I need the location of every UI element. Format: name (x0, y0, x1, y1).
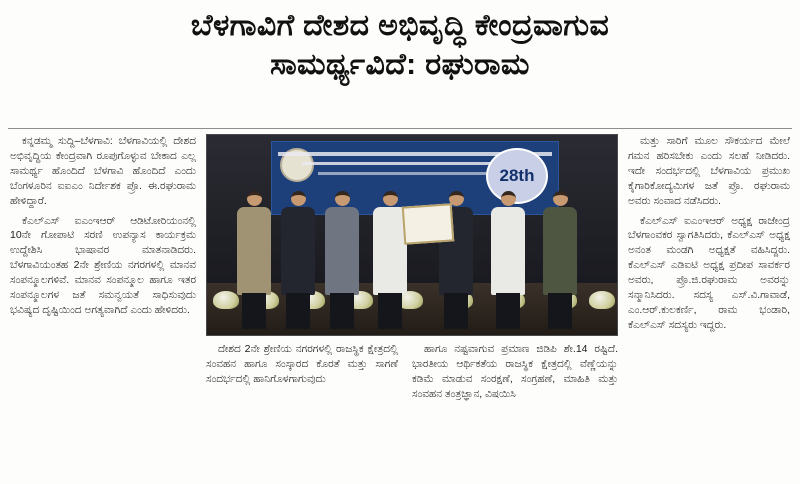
person-figure (325, 191, 359, 295)
person-legs (286, 293, 310, 329)
person-legs (330, 293, 354, 329)
column-middle-left (206, 342, 398, 392)
paragraph: ಕೆಎಲ್‌ಎಸ್ ಐಎಂಇಆರ್ ಅಧ್ಯಕ್ಷ ರಾಜೇಂದ್ರ ಬೆಳಗಾಂವಕರ ಸ್ವಾಗತಿಸಿದರು, ಕೆಎಲ್‌ಎಸ್ ಅಧ್ಯಕ್ಷ ಅನಂತ ಮಂಡಗಿ ಅಧ್ಯಕ್ಷತೆ ವಹಿಸಿದ್ದರು. ಕೆಎಲ್‌ಎಸ್ ಎಡಿಐಟಿ ಅಧ್ಯಕ್ಷ ಪ್ರದೀಪ ಸಾವರ್ಕರ ಅವರು, ಪ್ರೊ.ಜಿ.ರಘುರಾಮ ಅವರನ್ನು ಸನ್ಮಾನಿಸಿದರು. ಸದಸ್ಯ ಎಸ್.ವಿ.ಗಾವಾಡೆ, ಎಂ.ಆರ್.ಕುಲಕರ್ಣಿ, ರಾಮ ಭಂಡಾರಿ, ಕೆಎಲ್‌ಎಸ್ ಸದಸ್ಯರು ಇದ್ದರು. (628, 214, 790, 331)
flower-icon (213, 291, 239, 309)
person-figure (281, 191, 315, 295)
person-head (291, 191, 306, 206)
person-figure (543, 191, 577, 295)
person-head (247, 191, 262, 206)
flower-icon (589, 291, 615, 309)
headline-line-2: ಸಾಮರ್ಥ್ಯವಿದೆ: ರಘುರಾಮ (270, 48, 530, 82)
column-middle-right (412, 342, 618, 407)
person-legs (242, 293, 266, 329)
person-head (501, 191, 516, 206)
headline-divider (8, 128, 792, 129)
paragraph: ಮತ್ತು ಸಾರಿಗೆ ಮೂಲ ಸೌಕರ್ಯದ ಮೇಲೆ ಗಮನ ಹರಿಸಬೇಕು ಎಂದು ಸಲಹೆ ನೀಡಿದರು. ಇದೇ ಸಂದರ್ಭದಲ್ಲಿ ಬೆಳಗಾವಿಯ ಪ್ರಮುಖ ಕೈಗಾರಿಕೋದ್ಯಮಿಗಳ ಜತೆ ಪ್ರೊ. ರಘುರಾಮ ಅವರು ಸಂವಾದ ನಡೆಸಿದರು. (628, 135, 790, 207)
certificate-frame (402, 203, 455, 244)
person-legs (548, 293, 572, 329)
column-right (628, 134, 790, 338)
person-head (553, 191, 568, 206)
person-figure (491, 191, 525, 295)
event-edition-badge: 28th (486, 148, 548, 204)
person-body (543, 207, 577, 295)
paragraph: ದೇಶದ 2ನೇ ಶ್ರೇಣಿಯ ನಗರಗಳಲ್ಲಿ ರಾಜಸ್ಥಿಕ ಕ್ಷೇತ್ರದಲ್ಲಿ ಸಂವಹನ ಹಾಗೂ ಸಂಸ್ಕಾರದ ಕೊರತೆ ಮತ್ತು ಸಾಗಣೆ ಸಂದರ್ಭದಲ್ಲಿ ಹಾನಿಗೊಳಗಾಗುವುದು (206, 343, 398, 385)
article-photo (206, 134, 618, 336)
person-figure (237, 191, 271, 295)
person-head (383, 191, 398, 206)
paragraph: ಕೆಎಲ್‌ಎಸ್ ಐಎಂಇಆರ್ ಆಡಿಟೋರಿಯಂನಲ್ಲಿ 10ನೇ ಗೋಪಾಟಿ ಸರಣಿ ಉಪನ್ಯಾಸ ಕಾರ್ಯಕ್ರಮ ಉದ್ದೇಶಿಸಿ ಭಾಷಾವರ ಮಾತನಾಡಿದರು. ಬೆಳಗಾವಿಯಂತಹ 2ನೇ ಶ್ರೇಣಿಯ ನಗರಗಳಲ್ಲಿ ಮಾನವ ಸಂಪನ್ಮೂಲಗಳಿವೆ. ಮಾನವ ಸಂಪನ್ಮೂಲ ಹಾಗೂ ಇತರ ಸಂಪನ್ಮೂಲಗಳ ಜತೆ ಸಮನ್ವಯತೆ ಸಾಧಿಸುವುದು ಭವಿಷ್ಯದ ದೃಷ್ಟಿಯಿಂದ ಅಗತ್ಯವಾಗಿದೆ ಎಂದು ಹೇಳಿದರು. (10, 214, 196, 316)
paragraph: ಕನ್ನಡಮ್ಮ ಸುದ್ದಿ–ಬೆಳಗಾವಿ: ಬೆಳಗಾವಿಯಲ್ಲಿ ದೇಶದ ಅಭಿವೃದ್ಧಿಯ ಕೇಂದ್ರವಾಗಿ ರೂಪುಗೊಳ್ಳುವ ಬೇಕಾದ ಎಲ್ಲ ಸಾಮರ್ಥ್ಯ ಹೊಂದಿದೆ ಬೆಳಗಾವಿ ಹೊಂದಿದೆ ಎಂದು ಬೆಂಗಳೂರಿನ ಐಐಎಂ ನಿರ್ದೇಶಕ ಪ್ರೊ. ಈ.ರಘುರಾಮ ಹೇಳಿದ್ದಾರೆ. (10, 135, 196, 207)
paragraph: ಹಾಗೂ ನಷ್ಟವಾಗುವ ಪ್ರಮಾಣ ಜಿಡಿಪಿ ಶೇ.14 ರಷ್ಟಿದೆ. ಭಾರತೀಯ ಆರ್ಥಿಕತೆಯ ರಾಜಸ್ಥಿಕ ಕ್ಷೇತ್ರದಲ್ಲಿ ವೆಣ್ಣೆಯನ್ನು ಕಡಿಮೆ ಮಾಡುವ ಸಂರಕ್ಷಣೆ, ಸಂಗ್ರಹಣೆ, ಮಾಹಿತಿ ಮತ್ತು ಸಂವಹನ ತಂತ್ರಜ್ಞಾನ, ವಿಷಯಿಸಿ (412, 343, 618, 400)
article-headline (0, 8, 800, 83)
column-middle (206, 134, 618, 407)
person-body (237, 207, 271, 295)
column-left (10, 134, 196, 323)
person-legs (378, 293, 402, 329)
person-body (281, 207, 315, 295)
headline-line-1: ಬೆಳಗಾವಿಗೆ ದೇಶದ ಅಭಿವೃದ್ಧಿ ಕೇಂದ್ರವಾಗುವ (190, 9, 610, 42)
article-columns (10, 134, 790, 478)
article-photo-container (206, 134, 618, 336)
person-legs (496, 293, 520, 329)
person-legs (444, 293, 468, 329)
person-head (335, 191, 350, 206)
person-body (491, 207, 525, 295)
middle-text-columns (206, 342, 618, 407)
backdrop-text-line (318, 172, 512, 175)
person-body (325, 207, 359, 295)
